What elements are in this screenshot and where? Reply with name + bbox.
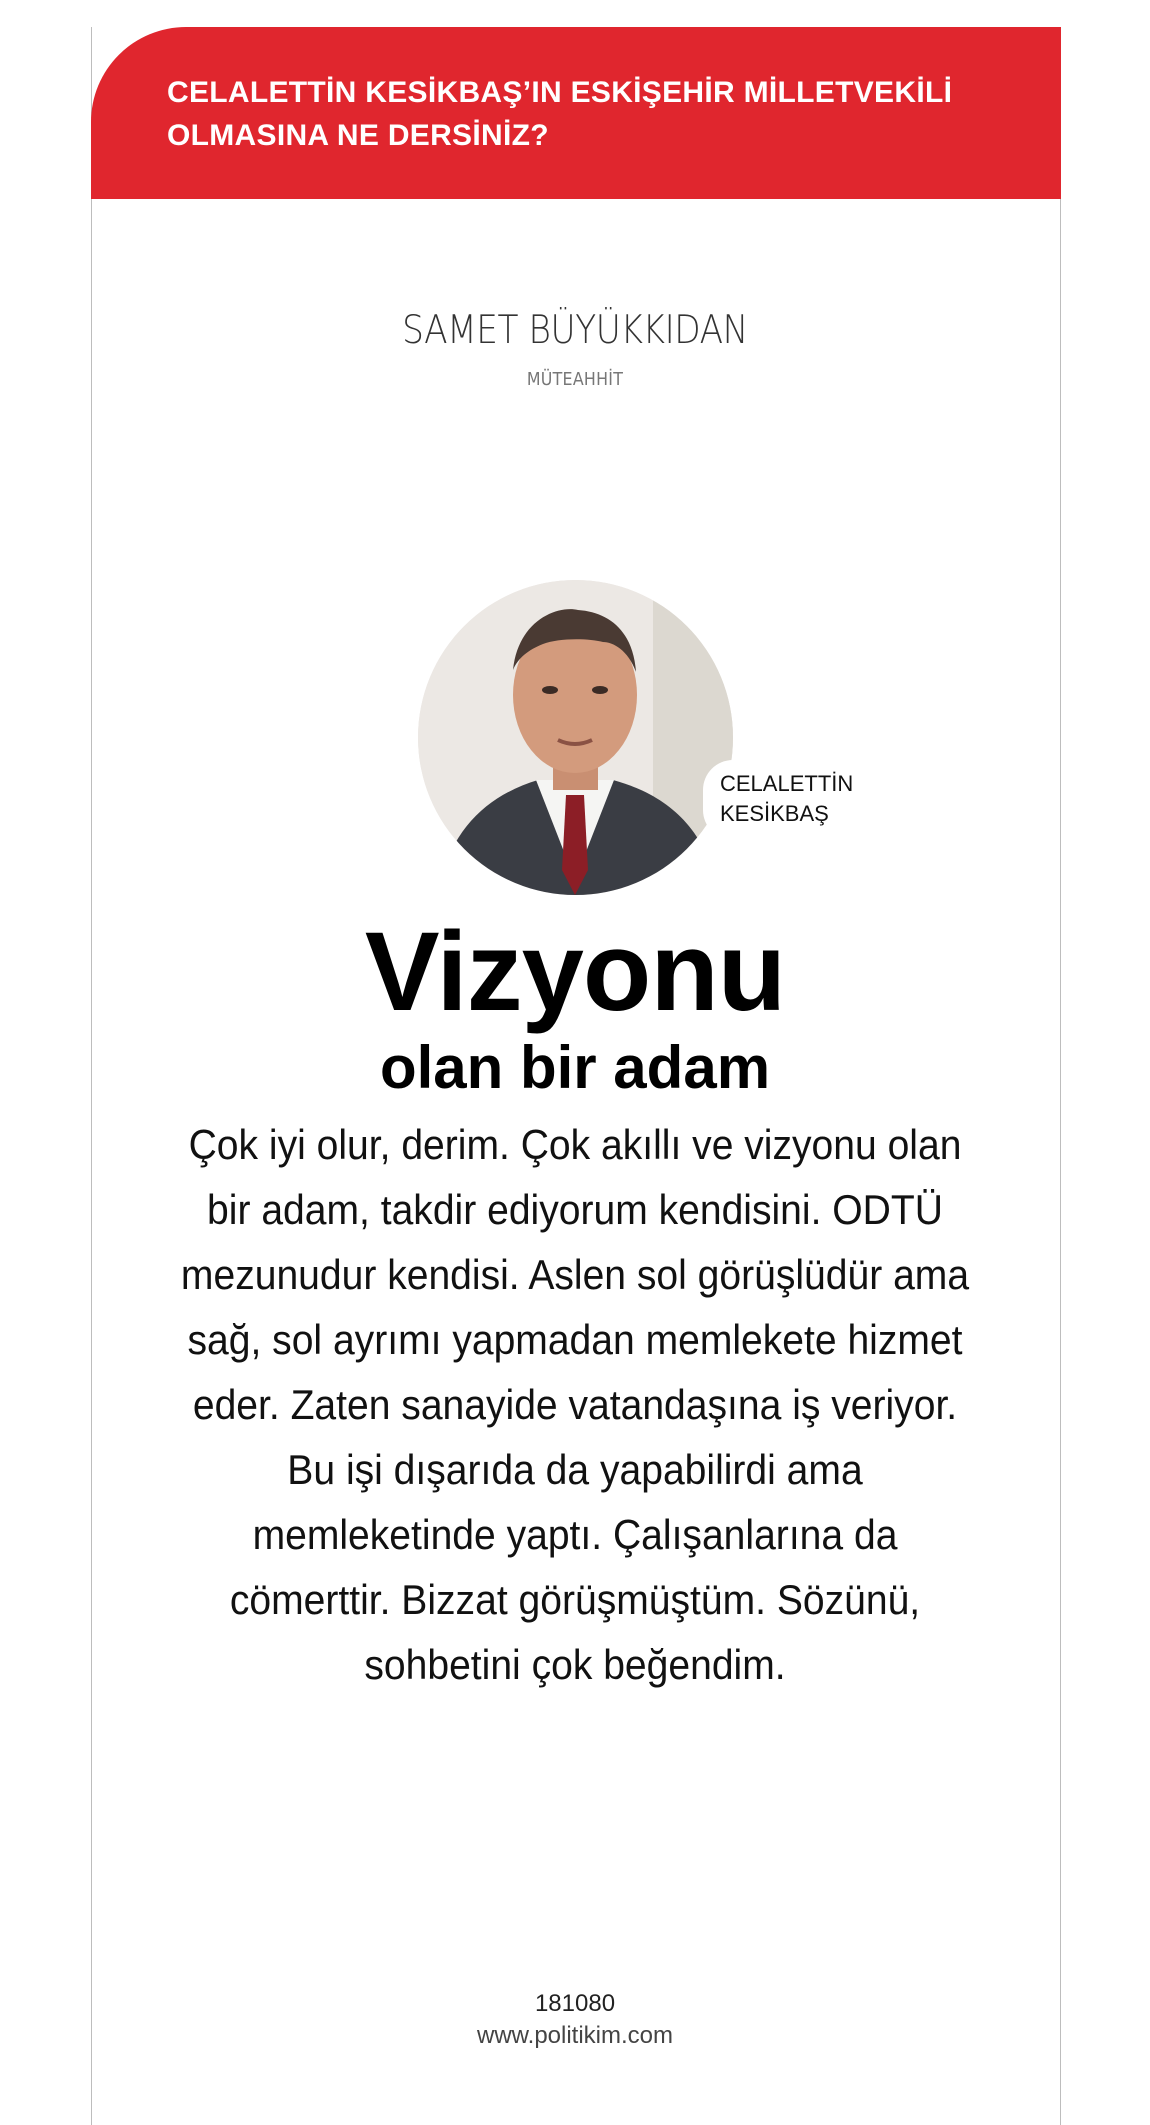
article-body: Çok iyi olur, derim. Çok akıllı ve vizyonu olan bir adam, takdir ediyorum kendisini. ODTÜ mezunudur kendisi. Aslen sol görüşlüdür ama sağ, sol ayrımı yapmadan memlekete hizmet eder. Zaten sanayide vatandaşına iş veriyor. Bu işi dışarıda da yapabilirdi ama memleketinde yaptı. Çalışanlarına da cömerttir. Bizzat görüşmüştüm. Sözünü, sohbetini çok beğendim.	[180, 1121, 970, 1688]
respondent-occupation: MÜTEAHHİT	[526, 369, 624, 390]
question-banner	[91, 27, 1061, 199]
footer-url: www.politikim.com	[476, 2022, 674, 2049]
footer-number: 181080	[534, 1990, 616, 2017]
article-headline: Vizyonu	[364, 909, 786, 1034]
respondent-name: SAMET BÜYÜKKIDAN	[402, 308, 748, 353]
banner-question: CELALETTİN KESİKBAŞ’IN ESKİŞEHİR MİLLETVEKİLİ OLMASINA NE DERSİNİZ?	[167, 76, 953, 152]
photo-caption-line2: KESİKBAŞ	[720, 801, 829, 826]
article-subheadline: olan bir adam	[379, 1034, 771, 1101]
photo-caption	[720, 769, 853, 829]
photo-caption-line1: CELALETTİN	[720, 771, 854, 796]
portrait-photo	[418, 580, 733, 895]
